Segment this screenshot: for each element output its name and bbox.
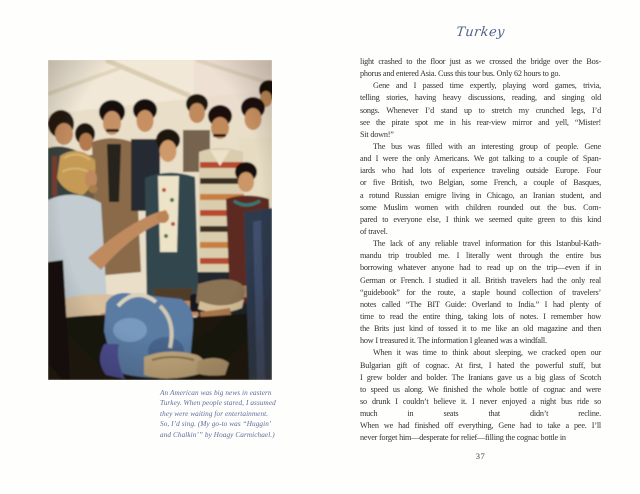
body-text-line: see the pirate spot me in his rear-view mirror and yell, “Mister! <box>360 117 601 127</box>
caption-line: Turkey. When people stared, I assumed <box>160 399 276 408</box>
body-text-line: Sit down!” <box>360 129 394 139</box>
body-text-line: a rotund Russian emigre living in Chicago, an Iranian student, and <box>360 190 601 200</box>
body-text-line: When we had finished off everything, Gene had to take a pee. I’ll <box>360 421 601 431</box>
body-text-line: and I were the only Americans. We got talking to a couple of Span- <box>360 154 601 164</box>
body-text-line: of travel. <box>360 226 388 236</box>
body-text-line: When it was time to think about sleeping, we cracked open our <box>373 348 601 358</box>
body-text-line: I grew bolder and bolder. The Iranians gave us a big glass of Scotch <box>360 372 601 382</box>
body-text-line: borrowing whatever anyone had to read up on the trip—even if in <box>360 263 601 273</box>
caption-line: So, I’d sing. (My go-to was “Huggin’ <box>160 420 272 429</box>
body-text-line: never forget him—desperate for relief—filling the cognac bottle in <box>360 433 566 443</box>
page-number: 37 <box>475 451 486 461</box>
body-text-line: Bulgarian gift of cognac. At first, I hated the powerful stuff, but <box>360 360 601 370</box>
running-head: Turkey <box>455 25 506 40</box>
caption-line: An American was big news in eastern <box>160 389 272 397</box>
body-text-line: how I treasured it. The information I gleaned was a windfall. <box>360 336 547 346</box>
body-text-line: Gene and I passed time expertly, playing word games, trivia, <box>373 81 601 91</box>
photo-illustration <box>48 60 272 380</box>
body-text-line: notes called “The BIT Guide: Overland to India.” I had plenty of <box>360 299 601 309</box>
body-text-line: pared to everyone else, I think we seemed quite green to this kind <box>360 214 601 224</box>
travel-photo <box>48 60 272 380</box>
body-text-line: some Muslim women with children rounded out the bus. Com- <box>360 202 601 212</box>
photo-caption <box>160 388 284 440</box>
body-text-line: The lack of any reliable travel information for this Istanbul-Kath- <box>373 239 601 249</box>
body-text-line: telling stories, having heavy discussions, reading, and singing old <box>360 93 601 103</box>
body-text-line: German or French. I studied it all. British travelers had the only real <box>360 275 601 285</box>
body-text-line: so drunk I couldn’t believe it. I never enjoyed a night bus ride so <box>360 396 601 406</box>
body-text-line: phorus and entered Asia. Cuss this tour bus. Only 62 hours to go. <box>360 69 561 79</box>
body-text-line: The bus was filled with an interesting group of people. Gene <box>373 141 601 151</box>
caption-line: they were waiting for entertainment. <box>160 409 269 418</box>
body-text-line: mandu trip troubled me. I literally went through the entire bus <box>360 251 601 261</box>
body-text-line: light crashed to the floor just as we crossed the bridge over the Bos- <box>360 57 601 66</box>
body-text-line: or five British, two Belgian, some French, a couple of Basques, <box>360 178 601 188</box>
body-text-line: iards who had lots of experience traveling outside Europe. Four <box>360 166 601 176</box>
body-text <box>360 56 601 445</box>
body-text-line: time to read the entire thing, taking lots of notes. I remember how <box>360 311 601 321</box>
body-text-line: the Brits just kind of tossed it to me like an old magazine and then <box>360 324 601 334</box>
body-text-line: to speed us along. We finished the whole bottle of cognac and were <box>360 384 601 394</box>
body-text-line: “guidebook” for the route, a staple bound collection of travelers’ <box>360 287 601 297</box>
caption-line: and Chalkin’” by Hoagy Carmichael.) <box>160 430 275 439</box>
body-text-line: much in seats that didn’t recline. <box>360 409 601 419</box>
body-text-line: songs. Whenever I’d stand up to stretch my crunched legs, I’d <box>360 105 601 115</box>
